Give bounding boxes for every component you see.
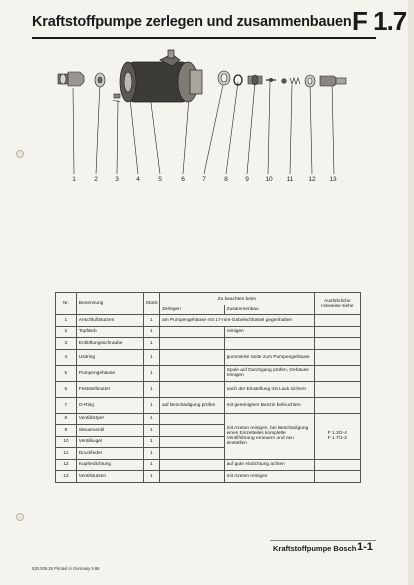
row-name: Ventilkugel	[76, 436, 143, 448]
table-row	[56, 471, 361, 483]
table-row	[56, 397, 361, 413]
valve-body-part	[248, 75, 262, 85]
row-ref	[314, 349, 360, 365]
row-nr: 6	[56, 381, 77, 397]
row-nr: 5	[56, 365, 77, 381]
row-assembly: nach der Einstellung mit Lack sichern	[224, 381, 314, 397]
printer-note: 530.006.35 Printed in Germany 9.68	[32, 566, 100, 571]
row-qty: 1	[143, 425, 159, 437]
row-name: Kupferdichtung	[76, 459, 143, 471]
row-nr: 2	[56, 326, 77, 338]
row-qty: 1	[143, 315, 159, 327]
row-qty: 1	[143, 459, 159, 471]
row-nr: 8	[56, 413, 77, 425]
header-notes: Zu beachten beim	[159, 293, 314, 306]
row-disassembly: auf Beschädigung prüfen	[159, 397, 224, 413]
row-disassembly	[159, 326, 224, 338]
row-assembly: auf gute Abdichtung achten	[224, 459, 314, 471]
row-ref	[314, 326, 360, 338]
callout-number: 11	[286, 176, 294, 183]
row-disassembly	[159, 381, 224, 397]
group-assembly-note: mit Azeton reinigen, bei Beschädigung eines Einzelteiles komplette Ventilführung erneuern und neu einstellen	[224, 413, 314, 459]
row-name: Usitring	[76, 349, 143, 365]
connection-nozzle-part	[58, 72, 84, 86]
row-ref	[314, 471, 360, 483]
row-name: Feststellmutter	[76, 381, 143, 397]
row-qty: 1	[143, 381, 159, 397]
row-nr: 3	[56, 338, 77, 350]
table-row	[56, 413, 361, 425]
row-qty: 1	[143, 326, 159, 338]
row-name: Topfsieb	[76, 326, 143, 338]
row-disassembly	[159, 338, 224, 350]
row-qty: 1	[143, 448, 159, 460]
row-qty: 1	[143, 471, 159, 483]
row-disassembly	[159, 413, 224, 425]
page-number: 1-1	[357, 541, 373, 553]
row-disassembly	[159, 448, 224, 460]
filter-part	[95, 73, 105, 87]
callout-number: 13	[329, 176, 337, 183]
row-name: O-Ring	[76, 397, 143, 413]
row-disassembly: am Pumpengehäuse mit 17-mm-Gabelschlüssel gegenhalten	[159, 315, 314, 327]
pump-housing-part	[120, 50, 202, 102]
control-valve-part	[266, 78, 276, 81]
bleed-screw-part	[113, 94, 120, 102]
valve-nozzle-part	[320, 76, 346, 86]
header-ref: Ausführliche Hinweise siehe	[314, 293, 360, 315]
row-assembly: mit gereinigtem Benzin befeuchten	[224, 397, 314, 413]
callout-number: 12	[308, 176, 316, 183]
callout-number: 3	[115, 176, 119, 183]
row-qty: 1	[143, 436, 159, 448]
row-name: Entlüftungsschraube	[76, 338, 143, 350]
table-row	[56, 365, 361, 381]
header-assembly: Zusammenbau	[224, 305, 314, 315]
lock-nut-part	[218, 71, 230, 85]
row-nr: 13	[56, 471, 77, 483]
callout-number: 7	[202, 176, 206, 183]
row-qty: 1	[143, 397, 159, 413]
row-disassembly	[159, 349, 224, 365]
binder-hole	[16, 150, 24, 158]
page-edge	[408, 0, 414, 585]
group-ref	[314, 413, 360, 459]
parts-table	[55, 292, 361, 483]
header-disassembly: Zerlegen	[159, 305, 224, 315]
row-name: Anschlußstutzen	[76, 315, 143, 327]
ref-link: F 1.7/1-2	[327, 436, 347, 441]
page-title: Kraftstoffpumpe zerlegen und zusammenbauen	[32, 14, 352, 30]
row-disassembly	[159, 471, 224, 483]
table-row	[56, 315, 361, 327]
row-nr: 1	[56, 315, 77, 327]
row-ref	[314, 397, 360, 413]
row-ref	[314, 315, 360, 327]
row-ref	[314, 459, 360, 471]
spring-part	[290, 78, 300, 84]
row-name: Ventilstutzen	[76, 471, 143, 483]
header-qty: Stück	[143, 293, 159, 315]
row-ref	[314, 338, 360, 350]
section-code: F 1.7	[352, 6, 407, 36]
valve-ball-part	[282, 79, 287, 84]
row-nr: 7	[56, 397, 77, 413]
table-row	[56, 326, 361, 338]
header-rule	[32, 37, 376, 39]
row-name: Druckfeder	[76, 448, 143, 460]
header-nr: Nr.	[56, 293, 77, 315]
row-assembly: reinigen	[224, 326, 314, 338]
callout-number: 9	[245, 176, 249, 183]
row-disassembly	[159, 459, 224, 471]
row-nr: 12	[56, 459, 77, 471]
row-name: Ventilkörper	[76, 413, 143, 425]
callout-number: 10	[265, 176, 273, 183]
callout-number: 5	[158, 176, 162, 183]
header-name: Benennung	[76, 293, 143, 315]
table-row	[56, 459, 361, 471]
row-ref	[314, 365, 360, 381]
callout-number: 2	[94, 176, 98, 183]
table-row	[56, 338, 361, 350]
callout-number: 8	[224, 176, 228, 183]
row-assembly	[224, 338, 314, 350]
table-row	[56, 381, 361, 397]
copper-washer-part	[305, 75, 315, 87]
row-nr: 9	[56, 425, 77, 437]
row-name: Steuerventil	[76, 425, 143, 437]
callout-number: 6	[181, 176, 185, 183]
row-disassembly	[159, 425, 224, 437]
callout-number: 1	[72, 176, 76, 183]
row-name: Pumpengehäuse	[76, 365, 143, 381]
footer-title: Kraftstoffpumpe Bosch	[273, 544, 357, 553]
row-assembly: mit Azeton reinigen	[224, 471, 314, 483]
row-qty: 1	[143, 365, 159, 381]
row-ref	[314, 381, 360, 397]
row-assembly: Spule auf Durchgang prüfen, Gehäuse reinigen	[224, 365, 314, 381]
callout-number: 4	[136, 176, 140, 183]
ref-link: F 1.3/2-4	[327, 431, 347, 436]
row-qty: 1	[143, 413, 159, 425]
row-nr: 4	[56, 349, 77, 365]
table-row	[56, 349, 361, 365]
exploded-view-diagram	[40, 40, 376, 190]
binder-hole	[16, 513, 24, 521]
row-qty: 1	[143, 349, 159, 365]
row-disassembly	[159, 365, 224, 381]
row-assembly: gummierte Seite zum Pumpengehäuse	[224, 349, 314, 365]
row-qty: 1	[143, 338, 159, 350]
row-nr: 10	[56, 436, 77, 448]
row-nr: 11	[56, 448, 77, 460]
row-disassembly	[159, 436, 224, 448]
